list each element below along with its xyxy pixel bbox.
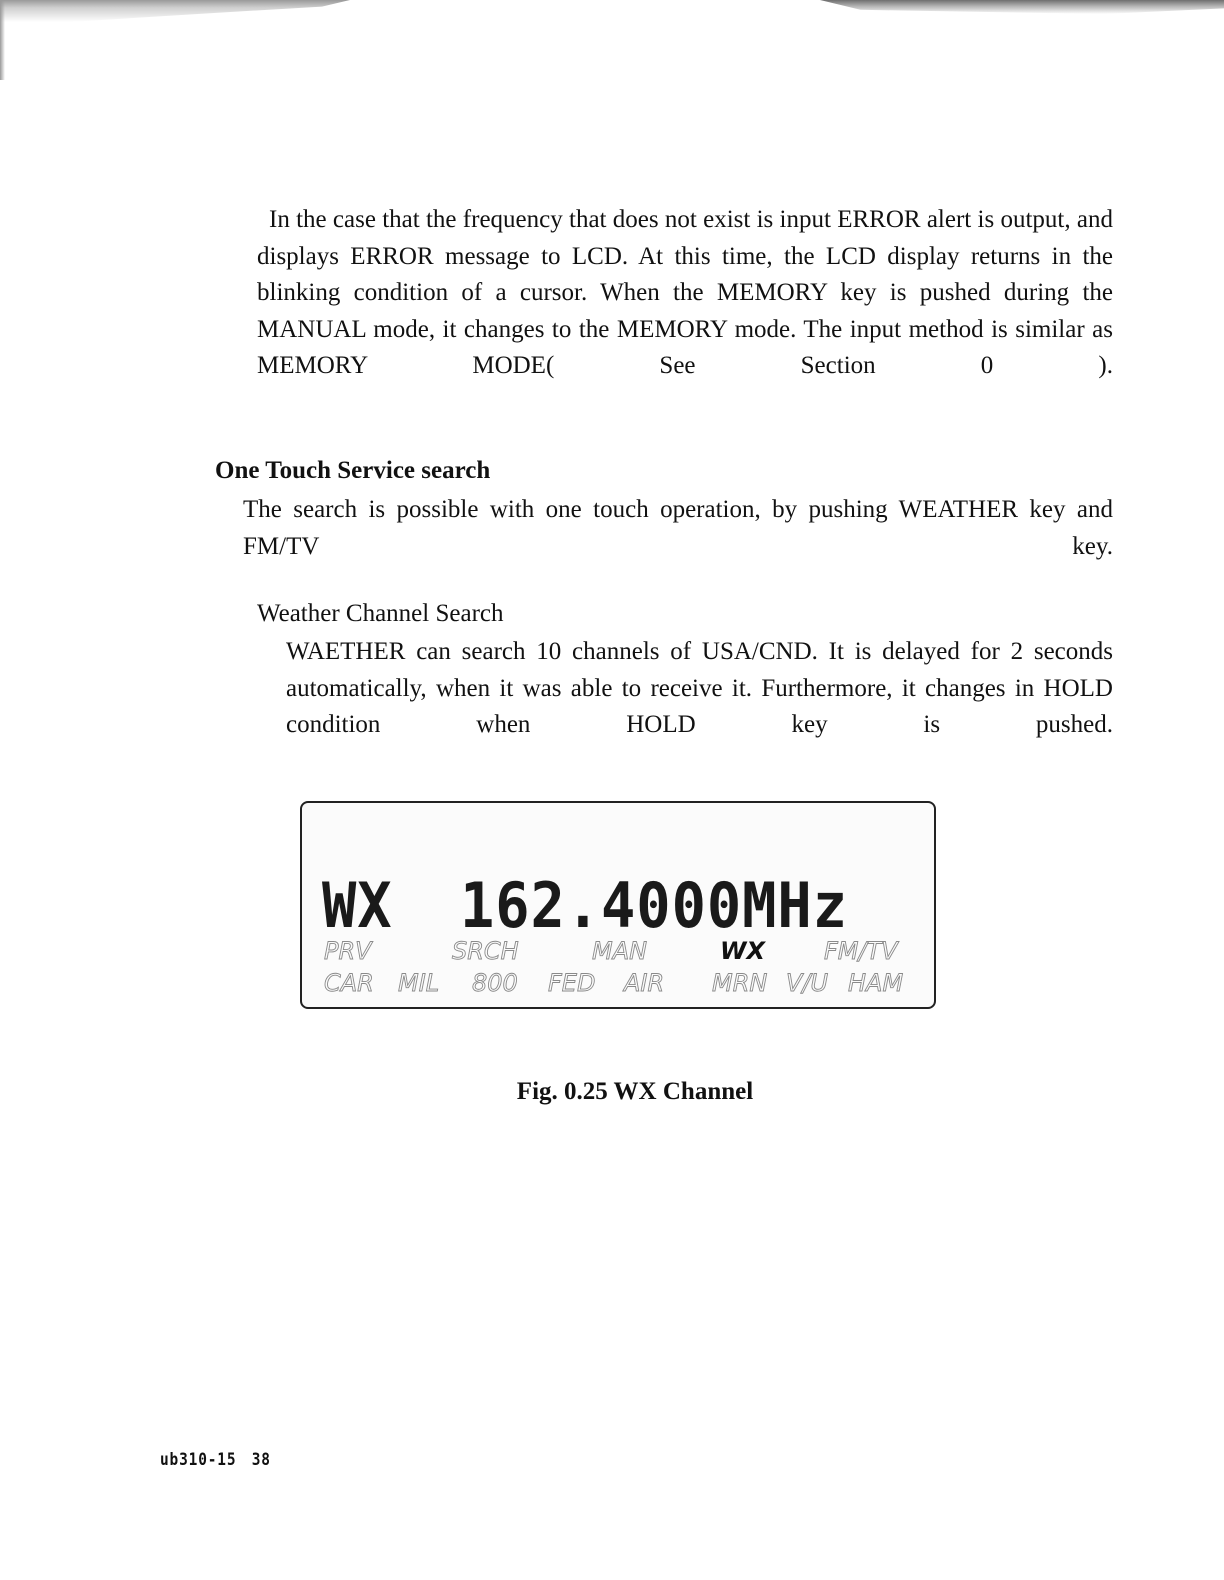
lcd-unit-text: MHz [742, 869, 848, 942]
indicator-mil: MIL [398, 969, 440, 997]
lcd-indicator-row-2 [324, 969, 924, 999]
section-heading: One Touch Service search [215, 457, 491, 484]
indicator-fed: FED [548, 969, 596, 997]
lcd-main-readout [322, 869, 874, 943]
indicator-prv: PRV [324, 937, 372, 965]
indicator-wx: WX [720, 937, 765, 965]
section-paragraph: The search is possible with one touch operation, by pushing WEATHER key and FM/TV key. [243, 496, 1113, 560]
indicator-ham: HAM [848, 969, 904, 997]
indicator-fm-tv: FM/TV [824, 937, 898, 965]
indicator-800: 800 [472, 969, 518, 997]
scan-shadow-left-edge [0, 0, 5, 80]
lcd-display [300, 801, 936, 1009]
scan-shadow-top-left [0, 0, 350, 22]
subsection-heading: Weather Channel Search [257, 600, 504, 627]
indicator-srch: SRCH [452, 937, 519, 965]
lcd-indicator-row-1 [324, 937, 924, 967]
page-footer [160, 1450, 271, 1470]
indicator-car: CAR [324, 969, 374, 997]
indicator-air: AIR [624, 969, 665, 997]
figure-caption: Fig. 0.25 WX Channel [516, 1078, 754, 1105]
indicator-v-u: V/U [786, 969, 829, 997]
intro-paragraph: In the case that the frequency that does not exist is input ERROR alert is output, and displays ERROR message to LCD. At this time, the LCD display returns in the blinking condition of a cursor. When the MEMORY key is pushed during the MANUAL mode, it changes to the MEMORY mode. The input method is similar as MEMORY MODE( See Section 0 ). [257, 206, 1113, 379]
lcd-mode-text: WX [322, 869, 393, 942]
footer-page-number: 38 [251, 1450, 271, 1470]
footer-doc-id: ub310-15 [160, 1450, 237, 1470]
scan-shadow-top-right [820, 0, 1224, 14]
indicator-man: MAN [592, 937, 648, 965]
subsection-paragraph: WAETHER can search 10 channels of USA/CND. It is delayed for 2 seconds automatically, when it was able to receive it. Furthermore, it changes in HOLD condition when HOLD key is pushed. [286, 638, 1113, 738]
lcd-frequency-text: 162.4000 [460, 869, 743, 942]
indicator-mrn: MRN [712, 969, 768, 997]
